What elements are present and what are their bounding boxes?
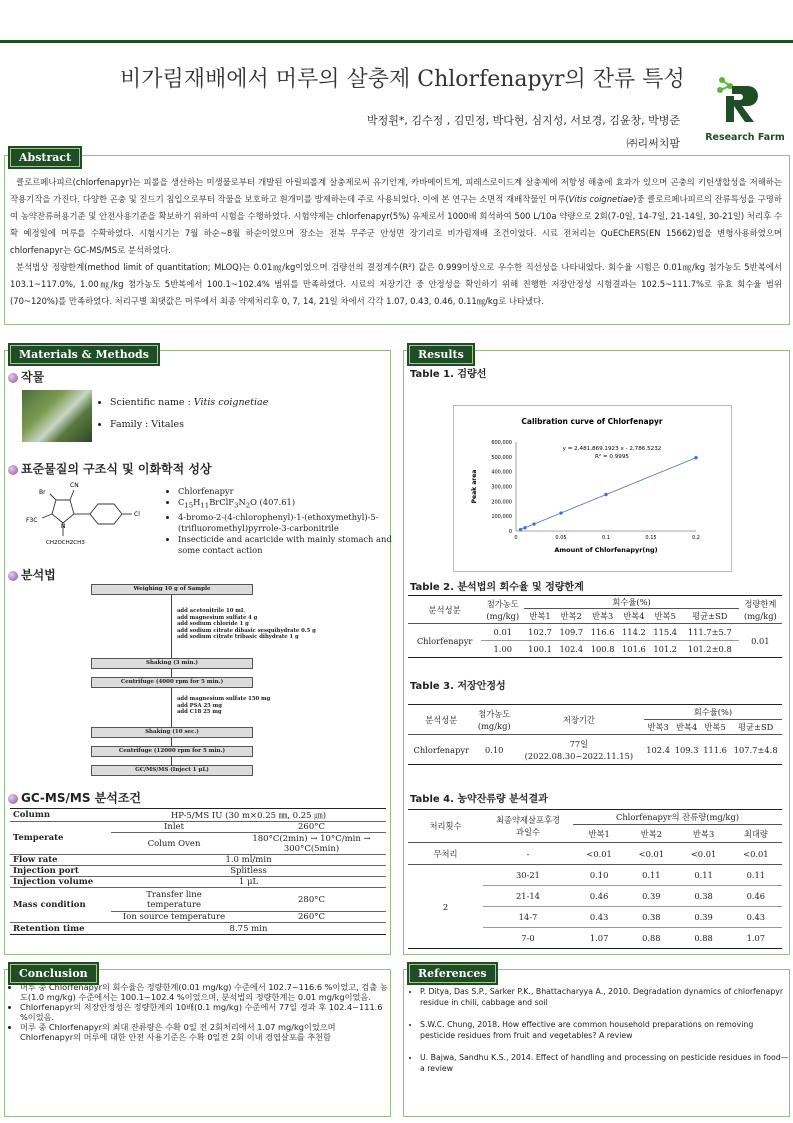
gc-value: 260°C (298, 912, 325, 922)
r2-label: R² = 0.9995 (595, 454, 629, 460)
logo-text: Research Farm (705, 132, 785, 143)
flow-add: add sodium citrate tribasic dihydrate 1 g (177, 634, 299, 640)
t3-cell: 102.4 (646, 744, 670, 755)
title-compound: Chlorfenapyr (417, 67, 565, 92)
gc-value: 1.0 ml/min (225, 855, 272, 865)
t2-cell: 114.2 (622, 627, 646, 637)
table3-title: Table 3. 저장안정성 (410, 681, 506, 692)
references-list (408, 986, 790, 1074)
crop-label: Scientific name : (110, 397, 194, 408)
x-tick-label: 0.2 (692, 535, 700, 541)
t2-h-rep: 반복5 (654, 611, 676, 621)
gc-value: 8.75 min (229, 923, 268, 934)
std-heading-text: 표준물질의 구조식 및 이화학적 성상 (21, 462, 212, 476)
gc-label: Column (13, 810, 51, 820)
abstract-heading: Abstract (10, 148, 80, 167)
t3-h-rep: 반복3 (647, 722, 669, 732)
gc-value: 1 μL (238, 877, 259, 887)
gc-sublabel: Colum Oven (147, 838, 201, 849)
flow-step-shake2: Shaking (10 sec.) (91, 727, 253, 738)
h-line: 첨가농도 (486, 598, 519, 609)
t2-h-rec: 회수율(%) (524, 596, 738, 609)
x-tick-label: 0.1 (602, 535, 610, 541)
crop-label: Family : Vitales (110, 419, 185, 430)
trend-line (521, 458, 697, 530)
references-heading-wrap (409, 962, 496, 983)
h-line: (mg/kg) (477, 720, 511, 731)
t4-h-rep: 최대량 (743, 828, 768, 839)
h-line: (mg/kg) (743, 610, 777, 621)
crop-heading-text: 작물 (21, 370, 45, 384)
transfer-line: temperature (146, 899, 202, 910)
t4-count: 2 (442, 901, 449, 912)
t2-cell: 101.2±0.8 (687, 644, 732, 654)
logo (700, 72, 790, 142)
h-line: 최종약제살포후경 (495, 815, 561, 825)
flow-add: add magnesium sulfate 150 mg (177, 696, 271, 702)
t2-h-rep: 반복2 (560, 611, 582, 621)
h-line: 정량한계 (744, 598, 777, 609)
bullet-icon (8, 465, 18, 475)
gc-label: Temperate (10, 822, 111, 855)
t3-h-rep: 평균±SD (738, 722, 774, 732)
flow-add: add sodium citrate dibasic sesquihydrate 0.5 g (177, 627, 316, 634)
results-heading-wrap (409, 343, 473, 364)
t3-h-rec: 회수율(%) (644, 705, 782, 720)
data-point (523, 526, 526, 529)
data-point (519, 528, 522, 531)
flow-step-weigh: Weighing 10 g of Sample (91, 584, 253, 595)
cl-label: Cl (134, 511, 140, 518)
t4-cell: <0.01 (586, 848, 612, 859)
t4-cell: 0.10 (589, 870, 609, 880)
t4-cell: 0.38 (642, 912, 661, 922)
gc-sublabel (111, 888, 237, 912)
t3-h-rep: 반복4 (675, 722, 698, 732)
t4-cell: 1.07 (746, 933, 766, 943)
t2-h-rep: 반복3 (591, 611, 614, 621)
x-tick-label: 0.05 (555, 535, 567, 541)
conclusion-item: • 머루 중 Chlorfenapyr의 회수율은 정량한계(0.01 mg/kg) 수준에서 102.7~116.6 %이었고, 검출 농도(1.0 mg/kg) 수준에서는 100.1~102.4 %이었으며, 분석법의 정량한계는 0.01 mg/kg이었음. (20, 982, 390, 1002)
t4-cell: 0.43 (746, 912, 766, 922)
gc-label: Mass condition (10, 888, 111, 923)
t2-h-rep: 평균±SD (692, 611, 728, 621)
data-point (559, 511, 562, 514)
cf3-label: F3C (26, 517, 38, 524)
t2-cell: 100.8 (590, 644, 615, 654)
gc-label: Injection port (13, 866, 79, 876)
gc-sublabel: Inlet (111, 822, 237, 833)
chemical-structure (14, 478, 164, 550)
t2-cell: 1.00 (493, 644, 513, 654)
y-tick-label: 0 (508, 529, 512, 535)
gc-heading (8, 789, 141, 806)
equation-label: y = 2,481,869.1923 x - 2,786.5232 (562, 446, 662, 452)
std-item: • Insecticide and acaricide with mainly stomach and some contact action (178, 534, 394, 556)
conclusion-item: • 머루 중 Chlorfenapyr의 최대 잔류량은 수확 0일 전 2회처리에서 1.07 mg/kg이었으며 Chlorfenapyr의 머루에 대한 안전 사용기준은 수확 0일전 2회 이내 경엽살포를 추천함 (20, 1022, 390, 1042)
abstract-paragraph-1: 클로르페나피르(chlorfenapyr)는 피롤을 생산하는 미생물로부터 개발된 아릴피롤계 살충제로써 유기인계, 카바메이트계, 피레스로이드계 살충제에 저항성 해충에 효과가 있으며 곤충의 키틴생합성을 저해하는 작용기작을 가진다. 다양한 곤충 및 진드기 침입으로부터 작물을 보호하고 흰개미를 방제하는데 주로 사용되었다. 이에 본 연구는 소면적 재배작물인 머루(Vitis coignetiae)중 클로르페나피르의 잔류특성을 구명하여 농약잔류허용기준 및 안전사용기준을 확보하기 위하여 시험을 수행하였다. 시험약제는 chlorfenapyr(5%) 유제로서 1000배 희석하여 500 L/10a 약량으로 2회(7-0일, 14-7일, 21-14일, 30-21일) 처리후 수확 예정일에 머루를 수확하였다. 시험시기는 7월 하순~8월 하순이었으며 장소는 전북 무주군 안성면 장기리로 비가림재배 조건이었다. 시료 전처리는 QuEChERS(EN 15662)법을 변형사용하였으며 chlorfenapyr는 GC-MS/MS로 분석하였다. (10, 177, 782, 255)
page-title (120, 62, 685, 93)
h-line: 과일수 (515, 827, 541, 837)
t2-h-conc (481, 596, 524, 624)
period-line: (2022.08.30~2022.11.15) (524, 750, 634, 761)
t2-compound: Chlorfenapyr (408, 624, 481, 658)
t4-cell: 7-0 (521, 933, 535, 943)
t3-h-name: 분석성분 (408, 705, 475, 735)
abstract-paragraph-2: 분석법상 정량한계(method limit of quantitation; MLOQ)는 0.01㎎/kg이었으며 검량선의 결정계수(R²) 값은 0.999이상으로 우수한 직선성을 나타내었다. 회수율 시험은 0.01㎎/kg 첨가농도 5반복에서 103.1~117.0%, 1.00㎎/kg 첨가농도 5반복에서 100.1~102.4% 범위를 만족하였다. 시료의 저장기간 중 안정성을 확인하기 위해 진행한 저장안정성 시험결과는 102.5~111.7%로 유효 회수율 범위(70~120%)를 만족하였다. 처리구별 최댓값은 머루에서 최종 약제처리후 0, 7, 14, 21일 차에서 각각 1.07, 0.43, 0.46, 0.11㎎/kg로 나타냈다. (10, 262, 782, 306)
t4-cell: 0.11 (746, 870, 766, 880)
table2-title: Table 2. 분석법의 회수율 및 정량한계 (410, 582, 584, 593)
t3-h-period: 저장기간 (514, 705, 644, 735)
crop-value: Vitis coignetiae (193, 397, 269, 408)
y-tick-label: 200,000 (491, 499, 512, 506)
t2-h-rep: 반복1 (529, 611, 551, 621)
chart-frame (453, 405, 732, 572)
h-line: (mg/kg) (486, 610, 520, 621)
crop-list (96, 392, 268, 436)
materials-heading-wrap (10, 343, 158, 364)
gc-sublabel: Ion source temperature (122, 912, 226, 922)
std-list (166, 486, 394, 556)
std-item: • 4-bromo-2-(4-chlorophenyl)-1-(ethoxymethyl)-5-(trifluoromethyl)pyrrole-3-carbonitrile (178, 512, 394, 534)
gc-label: Flow rate (13, 855, 58, 865)
bullet-icon (8, 571, 18, 581)
std-formula: • $C_{15}H_{11}BrClF_3N_2O$ (407.61) (178, 497, 394, 512)
t2-cell: 115.4 (653, 627, 678, 637)
gc-table (10, 808, 386, 935)
t4-cell: 0.88 (694, 933, 713, 943)
gc-heading-text: GC-MS/MS 분석조건 (21, 791, 142, 805)
gc-value: 260°C (237, 822, 386, 833)
t4-cell: 0.39 (642, 891, 661, 901)
t2-cell: 102.7 (528, 627, 552, 637)
x-axis-label: Amount of Chlorfenapyr(ng) (554, 546, 658, 554)
crop-item (110, 392, 268, 414)
data-point (694, 456, 697, 459)
t2-cell: 109.7 (559, 627, 584, 637)
flow-add: add magnesium sulfate 4 g (177, 614, 258, 621)
flow-add: add sodium chloride 1 g (177, 621, 249, 627)
y-tick-label: 300,000 (491, 484, 512, 491)
period-line: 77일 (569, 738, 589, 749)
t4-cell: 0.38 (694, 891, 713, 901)
t4-cell: 0.46 (746, 891, 766, 901)
crop-item (110, 414, 268, 436)
gc-label: Injection volume (13, 877, 94, 887)
title-korean: 비가림재배에서 머루의 살충제 (120, 67, 418, 92)
br-label: Br (39, 489, 46, 496)
t2-cell: 0.01 (493, 627, 513, 637)
bullet-icon (8, 794, 18, 804)
t2-h-loq (739, 596, 782, 624)
bullet-icon (8, 373, 18, 383)
t2-cell: 100.1 (528, 644, 552, 654)
reference-item: • P. Ditya, Das S.P., Sarker P.K., Bhattacharyya A., 2010. Degradation dynamics of chlorfenapyr residue in chili, cabbage and soil (420, 986, 790, 1008)
t4-cell: <0.01 (743, 848, 769, 859)
t4-cell: - (526, 848, 530, 859)
table2 (408, 595, 782, 658)
t4-h-res: Chlorfenapyr의 잔류량(mg/kg) (573, 810, 782, 825)
t3-cell-period (514, 735, 644, 765)
results-heading: Results (409, 345, 473, 364)
y-tick-label: 500,000 (491, 454, 512, 461)
t4-cell: 1.07 (589, 933, 609, 943)
t4-h-days (483, 810, 573, 843)
t2-cell: 102.4 (559, 644, 584, 654)
t2-h-rep: 반복4 (623, 611, 645, 621)
flow-step-centrifuge: Centrifuge (4000 rpm for 5 min.) (91, 677, 253, 688)
t4-cell: 0.43 (589, 912, 609, 922)
y-tick-label: 100,000 (491, 514, 512, 521)
t3-cell: 0.10 (484, 744, 504, 755)
t3-cell: Chlorfenapyr (413, 744, 470, 755)
flow-step-gcms: GC/MS/MS (Inject 1 μL) (91, 765, 253, 776)
t2-cell: 116.6 (590, 627, 615, 637)
conclusion-list (8, 982, 390, 1042)
authors: 박정휜*, 김수정 , 김민정, 박다현, 심지성, 서보경, 김윤창, 박병준 (367, 114, 680, 127)
t2-cell: 101.6 (622, 644, 646, 654)
flow-add: add C18 25 mg (177, 709, 222, 715)
t4-cell: 14-7 (518, 912, 538, 922)
flow-adds-1 (177, 608, 316, 641)
gc-value: Splitless (230, 866, 267, 876)
flow-add: add acetonitrile 10 mL (177, 608, 245, 614)
top-rule (0, 40, 793, 43)
x-tick-label: 0.15 (645, 535, 657, 541)
flow-step-shake: Shaking (3 min.) (91, 658, 253, 669)
t4-cell: 0.46 (589, 891, 609, 901)
flow-adds-2 (177, 696, 270, 716)
t4-cell: <0.01 (690, 848, 717, 859)
crop-photo (22, 390, 92, 442)
t4-h-rep: 반복1 (588, 828, 610, 839)
conclusion-item: • Chlorfenapyr의 저장안정성은 정량한계의 10배(0.1 mg/kg) 수준에서 77일 경과 후 102.4~111.6 %이었음. (20, 1002, 390, 1022)
table4-title: Table 4. 농약잔류량 분석결과 (410, 794, 548, 805)
std-heading (8, 460, 212, 477)
t2-loq: 0.01 (751, 635, 770, 646)
abstract-text (10, 174, 782, 310)
t2-cell: 111.7±5.7 (687, 627, 732, 637)
cn-label: CN (70, 482, 79, 489)
t4-cell: 0.39 (694, 912, 713, 922)
calibration-chart (454, 406, 731, 571)
t4-h-count: 처리횟수 (408, 810, 483, 843)
gc-value: 280°C (237, 888, 386, 912)
flowchart (75, 582, 327, 782)
title-tail: 의 잔류 특성 (564, 67, 685, 92)
t3-cell: 111.6 (703, 744, 727, 755)
conclusion-heading-wrap (10, 962, 97, 983)
oven-line: 180°C(2min) → 10°C/min → (252, 833, 371, 844)
x-tick-label: 0 (514, 535, 518, 541)
table1-title: Table 1. 검량선 (410, 369, 487, 380)
table4 (408, 809, 782, 949)
n-label: N (61, 523, 66, 530)
ch2-label: CH2OCH2CH3 (46, 540, 85, 546)
transfer-line: Transfer line (146, 889, 202, 900)
t4-cell: 0.11 (642, 870, 661, 880)
t4-cell: 30-21 (516, 870, 540, 880)
flow-add: add PSA 25 mg (177, 702, 222, 709)
t3-h-rep: 반복5 (704, 722, 726, 732)
reference-item: • U. Bajwa, Sandhu K.S., 2014. Effect of handling and processing on pesticide residues in food—a review (420, 1052, 790, 1074)
t3-cell: 109.3 (674, 744, 699, 755)
t4-h-rep: 반복2 (640, 828, 662, 839)
reference-item: • S.W.C. Chung, 2018. How effective are common household preparations on removing pesticide residues from fruit and vegetables? A review (420, 1019, 790, 1041)
gc-value: HP-5/MS IU (30 m×0.25 ㎜, 0.25 ㎛) (170, 811, 327, 821)
conclusion-heading: Conclusion (10, 964, 97, 983)
data-point (604, 493, 607, 496)
abstract-heading-wrap (10, 146, 80, 167)
t4-cell: 0.88 (642, 933, 661, 943)
t3-cell: 107.7±4.8 (733, 744, 778, 755)
std-item: • Chlorfenapyr (178, 486, 394, 497)
references-heading: References (409, 964, 496, 983)
method-heading-text: 분석법 (21, 568, 56, 582)
flow-step-centrifuge2: Centrifuge (12000 rpm for 5 min.) (91, 746, 253, 757)
materials-heading: Materials & Methods (10, 345, 158, 364)
gc-value (237, 833, 386, 855)
method-heading (8, 566, 56, 583)
table3 (408, 704, 782, 765)
h-line: 첨가농도 (478, 708, 511, 719)
t4-cell: 무처리 (433, 848, 458, 859)
y-axis-label: Peak area (471, 469, 478, 504)
crop-heading (8, 368, 44, 385)
t4-cell: 0.11 (694, 870, 713, 880)
y-tick-label: 400,000 (491, 469, 512, 476)
t4-h-rep: 반복3 (692, 828, 715, 839)
gc-label: Retention time (13, 923, 85, 934)
logo-mark-icon (700, 72, 790, 128)
affiliation: ㈜리써치팜 (626, 137, 680, 150)
t3-h-conc (475, 705, 514, 735)
y-tick-label: 600,000 (491, 440, 512, 446)
chart-title: Calibration curve of Chlorfenapyr (521, 417, 663, 426)
t2-cell: 101.2 (653, 644, 678, 654)
t4-cell: <0.01 (638, 848, 665, 859)
data-point (532, 522, 535, 525)
t4-cell: 21-14 (516, 891, 540, 901)
oven-line: 300°C(5min) (283, 843, 340, 854)
t2-h-name: 분석성분 (408, 596, 481, 624)
